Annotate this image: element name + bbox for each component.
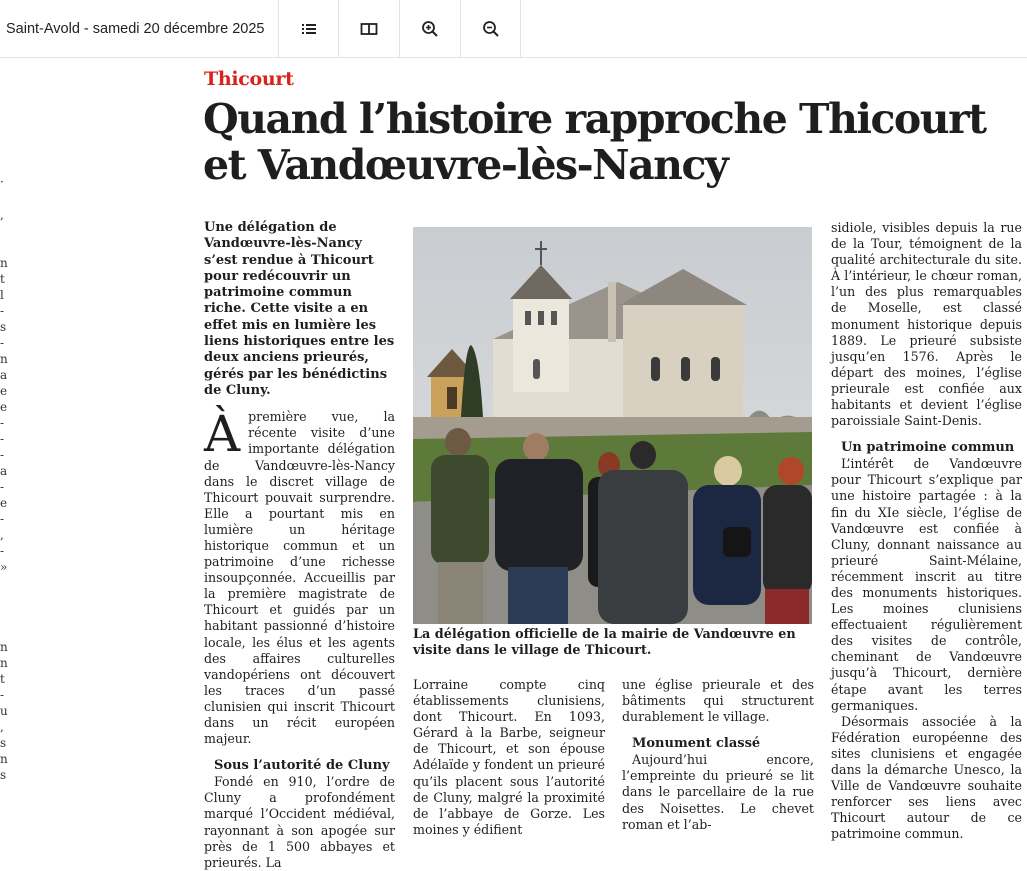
zoom-out-button[interactable] — [460, 0, 521, 58]
article-kicker: Thicourt — [204, 68, 294, 90]
body-paragraph-6: sidiole, visibles depuis la rue de la Tour, témoignent de la qualité architecturale du site. À l’intérieur, le chœur roman, l’un des plus remarquables de Moselle, est classé monument historique depuis 1889. Le prieuré subsiste jusqu’en 1576. Après le départ des moines, l’église prieurale est confiée aux habitants et devient l’église paroissiale Saint-Denis. — [831, 220, 1022, 429]
drop-cap: À — [204, 405, 241, 464]
zoom-out-icon — [482, 20, 500, 38]
body-paragraph-7: L’intérêt de Vandœuvre pour Thicourt s’explique par une histoire partagée : à la fin du XIe siècle, l’église de Vandœuvre est confiée à Cluny, donnant naissance au prieuré Saint-Mélaine, récemment inscrit au titre des monuments historiques. Les moines clunisiens effectuaient régulièrement des visites de contrôle, cheminant de Vandœuvre jusqu’à Thicourt, dernière étape avant les terres germaniques. — [831, 456, 1022, 713]
edition-date: Saint-Avold - samedi 20 décembre 2025 — [6, 21, 265, 37]
article-photo — [413, 227, 812, 624]
body-paragraph-5: Aujourd’hui encore, l’empreinte du prieuré se lit dans le parcellaire de la rue des Noisettes. Le chevet roman et l’ab- — [622, 752, 814, 832]
subheading-cluny: Sous l’autorité de Cluny — [214, 758, 390, 774]
body-paragraph-4: une église prieurale et des bâtiments qui structurent durablement le village. — [622, 677, 814, 725]
columns-icon — [360, 22, 378, 36]
table-of-contents-button[interactable] — [278, 0, 338, 58]
zoom-in-icon — [421, 20, 439, 38]
body-paragraph-1: Àpremière vue, la récente visite d’une importante délégation de Vandœuvre-lès-Nancy dans le discret village de Thicourt pouvait surprendre. Elle a pourtant mis en lumière un héritage historique commun et un patrimoine d’une richesse insoupçonnée. Accueillis par la première magistrate de Thicourt et guidés par un habitant passionné d’histoire locale, les élus et les agents des affaires culturelles vandopériens ont découvert les traces d’un passé clunisien qui inscrit Thicourt dans un récit européen majeur. — [204, 405, 395, 747]
page-layout-button[interactable] — [338, 0, 398, 58]
text-column-4 — [831, 220, 1022, 842]
church-photo-illustration — [413, 227, 812, 624]
body-paragraph-2: Fondé en 910, l’ordre de Cluny a profondément marqué l’Occident médiéval, rayonnant à son apogée sur près de 1 500 abbayes et prieurés. La — [204, 774, 395, 870]
zoom-in-button[interactable] — [399, 0, 459, 58]
headline-line-1: Quand l’histoire rapproche Thicourt — [203, 95, 986, 143]
body-paragraph-8: Désormais associée à la Fédération européenne des sites clunisiens et engagée dans la démarche Unesco, la Ville de Vandœuvre souhaite renforcer ses liens avec Thicourt autour de ce patrimoine commun. — [831, 713, 1022, 842]
text-column-1 — [204, 220, 395, 871]
text-column-2 — [413, 677, 605, 838]
text-column-3 — [622, 677, 814, 833]
subheading-patrimoine: Un patrimoine commun — [841, 440, 1015, 456]
subheading-monument: Monument classé — [632, 736, 761, 752]
reader-toolbar — [0, 0, 1027, 58]
adjacent-article-edge: · , n t l - s - n a e e - - - a - e - , - » n n t - u , s n s — [0, 175, 8, 782]
article-headline — [203, 96, 1003, 188]
list-icon — [301, 22, 317, 36]
body-paragraph-3: Lorraine compte cinq établissements clunisiens, dont Thicourt. En 1093, Gérard à la Barbe, seigneur de Thicourt, et son épouse Adélaïde y fondent un prieuré qu’ils placent sous l’autorité de Cluny, malgré la proximité de l’abbaye de Gorze. Les moines y édifient — [413, 677, 605, 837]
headline-line-2: et Vandœuvre-lès-Nancy — [203, 141, 728, 189]
article-lead: Une délégation de Vandœuvre-lès-Nancy s’est rendue à Thicourt pour redécouvrir un patrimoine commun riche. Cette visite a en effet mis en lumière les liens historiques entre les deux anciens prieurés, gérés par les bénédictins de Cluny. — [204, 220, 395, 398]
photo-caption: La délégation officielle de la mairie de Vandœuvre en visite dans le village de Thicourt. — [413, 627, 796, 659]
